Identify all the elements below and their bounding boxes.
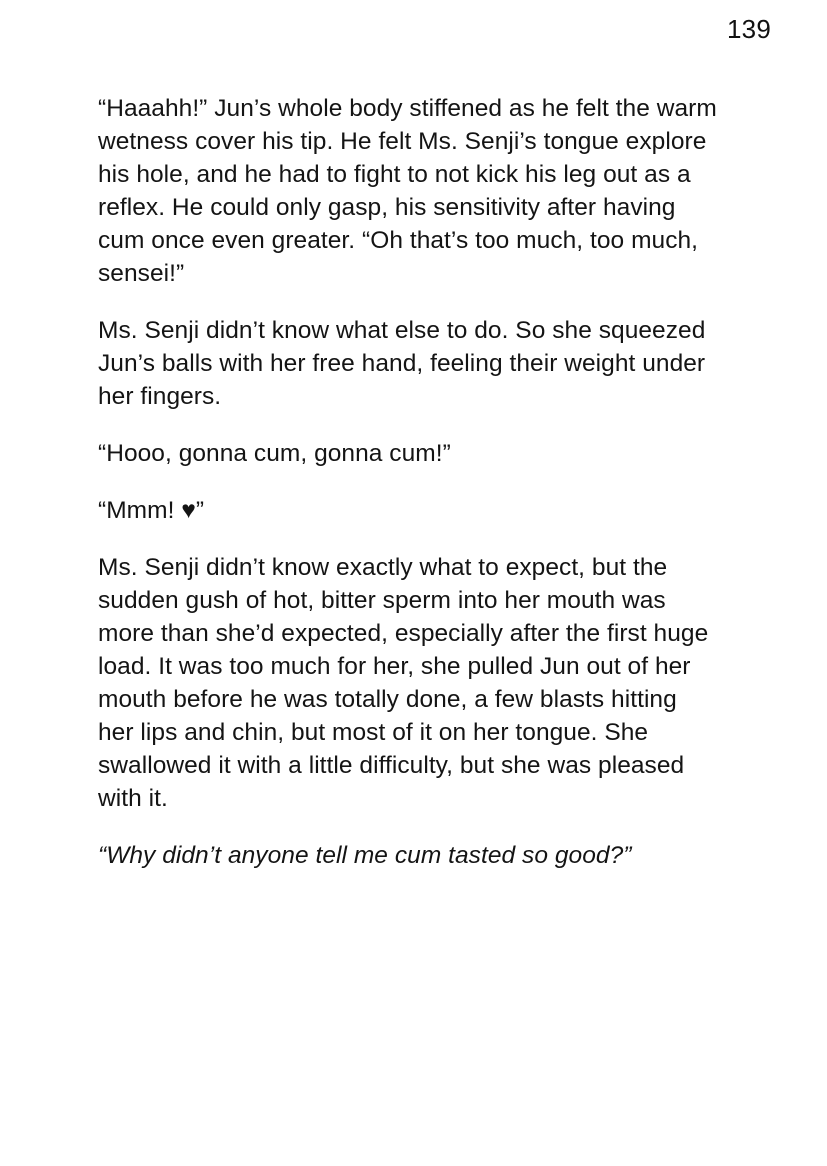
paragraph: Ms. Senji didn’t know exactly what to expect, but the sudden gush of hot, bitter sperm into her mouth was more than she’d expected, especially after the first huge load. It was too much for her, she pulled Jun out of her mouth before he was totally done, a few blasts hitting her lips and chin, but most of it on her tongue. She swallowed it with a little difficulty, but she was pleased with it. bbox=[98, 554, 709, 812]
page-number: 139 bbox=[727, 14, 771, 44]
paragraph: “Mmm! ♥” bbox=[98, 497, 205, 524]
paragraph: Ms. Senji didn’t know what else to do. So she squeezed Jun’s balls with her free hand, feeling their weight under her fingers. bbox=[98, 317, 706, 410]
paragraph: “Hooo, gonna cum, gonna cum!” bbox=[98, 440, 451, 467]
paragraph: “Haaahh!” Jun’s whole body stiffened as he felt the warm wetness cover his tip. He felt Ms. Senji’s tongue explore his hole, and he had to fight to not kick his leg out as a reflex. He could only gasp, his sensitivity after having cum once even greater. “Oh that’s too much, too much, sensei!” bbox=[98, 95, 717, 287]
page-body-text bbox=[98, 92, 718, 896]
paragraph: “Why didn’t anyone tell me cum tasted so good?” bbox=[98, 842, 632, 869]
